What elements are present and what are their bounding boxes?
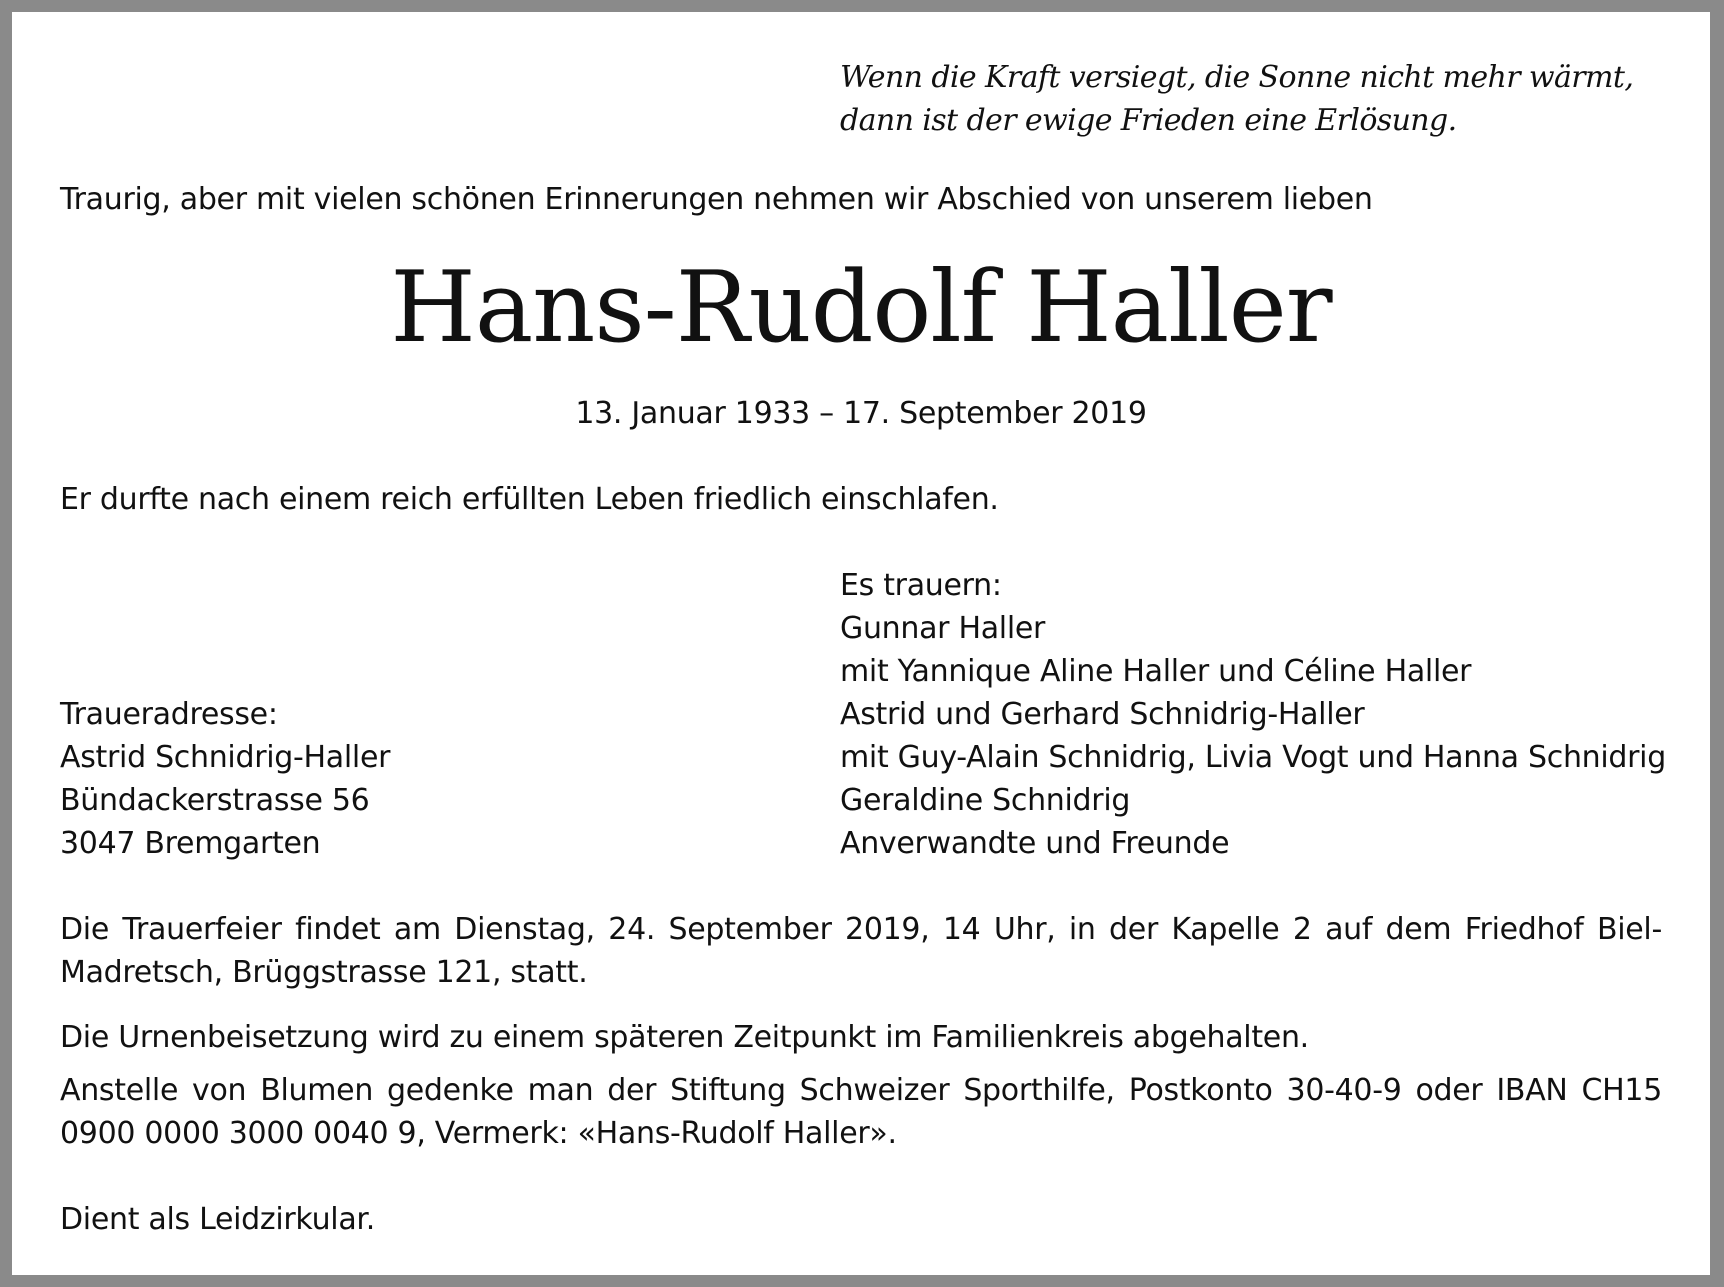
mourner-line: mit Guy-Alain Schnidrig, Livia Vogt und Hanna Schnidrig xyxy=(840,740,1666,775)
deceased-name: Hans-Rudolf Haller xyxy=(390,251,1332,365)
closing-note: Dient als Leidzirkular. xyxy=(60,1202,375,1237)
mourning-address xyxy=(60,693,390,865)
mourner-line: Geraldine Schnidrig xyxy=(840,783,1131,818)
funeral-service-paragraph: Die Trauerfeier findet am Dienstag, 24. September 2019, 14 Uhr, in der Kapelle 2 auf dem Friedhof Biel-Madretsch, Brüggstrasse 121, statt. xyxy=(60,912,1662,990)
mourner-line: mit Yannique Aline Haller und Céline Haller xyxy=(840,654,1472,689)
mourners-heading: Es trauern: xyxy=(840,568,1002,603)
mourner-line: Anverwandte und Freunde xyxy=(840,826,1230,861)
motto-line-1: Wenn die Kraft versiegt, die Sonne nicht mehr wärmt, xyxy=(840,60,1634,95)
mourner-line: Astrid und Gerhard Schnidrig-Haller xyxy=(840,697,1365,732)
mourner-line: Gunnar Haller xyxy=(840,611,1046,646)
address-line: Bündackerstrasse 56 xyxy=(60,783,370,818)
donation-paragraph: Anstelle von Blumen gedenke man der Stiftung Schweizer Sporthilfe, Postkonto 30-40-9 oder IBAN CH15 0900 0000 3000 0040 9, Vermerk: «Hans-Rudolf Haller». xyxy=(60,1073,1662,1151)
life-dates: 13. Januar 1933 – 17. September 2019 xyxy=(575,396,1147,431)
motto-line-2: dann ist der ewige Frieden eine Erlösung. xyxy=(840,103,1457,138)
obituary-notice xyxy=(12,12,1710,1275)
statement-text: Er durfte nach einem reich erfüllten Leben friedlich einschlafen. xyxy=(60,482,999,517)
motto-quote xyxy=(840,56,1633,142)
mourners-list xyxy=(840,564,1666,865)
intro-text: Traurig, aber mit vielen schönen Erinnerungen nehmen wir Abschied von unserem lieben xyxy=(60,182,1373,217)
address-line: 3047 Bremgarten xyxy=(60,826,321,861)
address-line: Astrid Schnidrig-Haller xyxy=(60,740,391,775)
address-heading: Traueradresse: xyxy=(60,697,278,732)
urn-burial-paragraph: Die Urnenbeisetzung wird zu einem späteren Zeitpunkt im Familienkreis abgehalten. xyxy=(60,1020,1309,1055)
